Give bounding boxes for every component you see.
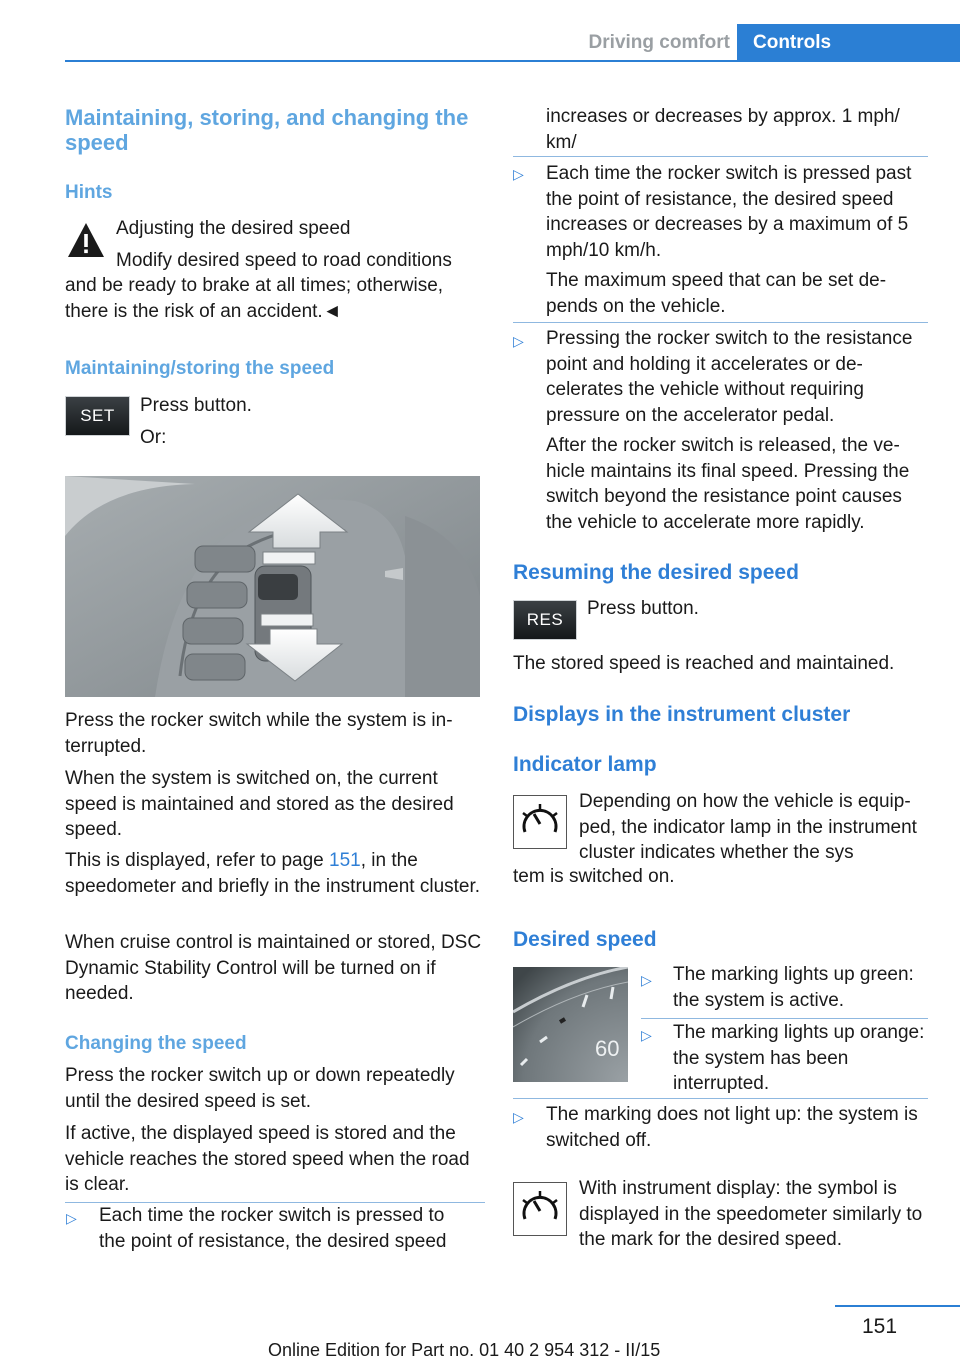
or-text: Or: (140, 427, 167, 448)
header-chapter-label: Controls (753, 32, 832, 53)
bullet-symbol: ▷ (513, 1109, 524, 1125)
bullet1-line1: Each time the rocker switch is pressed to (99, 1205, 445, 1226)
bullet-symbol: ▷ (66, 1210, 77, 1226)
speedometer-label: 60 (595, 1036, 620, 1061)
set-button-label: SET (80, 406, 115, 425)
resuming-heading: Resuming the desired speed (513, 561, 799, 584)
res-button-label: RES (526, 610, 564, 629)
stored-paragraph: The stored speed is reached and maintained. (513, 653, 895, 674)
off-bullet-text: The marking does not light up: the system is switched off. (546, 1104, 918, 1151)
speedometer-image (513, 967, 628, 1082)
warning-text-first: Modify desired speed to road conditions (116, 250, 452, 271)
bullet1-continuation: increases or decreases by approx. 1 mph/ km/ (546, 106, 900, 153)
res-button-icon (513, 600, 577, 640)
instrument-paragraph: With instrument display: the symbol is displayed in the speedometer similarly to the mark for the desired speed. (579, 1178, 923, 1250)
indicator-text-rest: tem is switched on. (513, 866, 675, 887)
desired-speed-heading: Desired speed (513, 928, 657, 951)
bullet-rule (513, 322, 928, 323)
warning-text-rest: and be ready to brake at all times; otherwise, there is the risk of an accident.◄ (65, 275, 444, 322)
switched-on-paragraph: When the system is switched on, the current speed is maintained and stored as the desired speed. (65, 768, 454, 840)
footer-rule (835, 1305, 960, 1307)
bullet-rule (513, 1098, 928, 1099)
warning-icon (66, 220, 106, 260)
page-number: 151 (862, 1315, 898, 1338)
bullet3-subtext: After the rocker switch is released, the vehicle maintains its final speed. Pressing the switch beyond the resistance point causes the vehicle to accelerate more rapidly. (546, 435, 910, 533)
bullet-symbol: ▷ (641, 1027, 652, 1043)
displayed-text-after: , in the speedometer and briefly in the instrument cluster. (65, 850, 481, 897)
header-section-label: Driving comfort (588, 32, 730, 53)
bullet-rule (641, 1018, 928, 1019)
bullet-symbol: ▷ (513, 166, 524, 182)
displays-heading: Displays in the instrument cluster (513, 703, 851, 726)
bullet-rule (513, 156, 928, 157)
indicator-heading: Indicator lamp (513, 753, 657, 776)
displayed-text-before: This is displayed, refer to page (65, 850, 330, 871)
displayed-paragraph (65, 848, 485, 899)
indicator-text: Depending on how the vehicle is equipped, the indicator lamp in the instrument cluster indicates whether the sys (579, 791, 917, 863)
set-button-icon (65, 396, 130, 436)
resuming-press-text: Press button. (587, 598, 699, 619)
header-chapter-tab (737, 24, 960, 61)
footer-edition: Online Edition for Part no. 01 40 2 954 312 - II/15 (268, 1340, 661, 1360)
dsc-paragraph: When cruise control is maintained or stored, DSC Dynamic Stability Control will be turned on if needed. (65, 932, 482, 1004)
bullet3-text: Pressing the rocker switch to the resistance point and holding it accelerates or decelerates the vehicle without requiring pressure on the accelerator pedal. (546, 328, 913, 426)
page-link[interactable]: 151 (329, 850, 361, 871)
cruise-control-indicator-icon (513, 795, 567, 849)
press-button-text: Press button. (140, 395, 252, 416)
orange-bullet-text: The marking lights up orange: the system has been interrupted. (673, 1022, 925, 1094)
changing-paragraph: Press the rocker switch up or down repeatedly until the desired speed is set. (65, 1065, 455, 1112)
bullet2-text: Each time the rocker switch is pressed past the point of resistance, the desired speed increases or decreases by a maximum of 5 mph/10 km/h. (546, 163, 912, 261)
warning-title: Adjusting the desired speed (116, 218, 351, 239)
green-bullet-text: The marking lights up green: the system is active. (673, 964, 914, 1011)
changing-heading: Changing the speed (65, 1033, 247, 1054)
active-paragraph: If active, the displayed speed is stored and the vehicle reaches the stored speed when the road is clear. (65, 1123, 470, 1195)
steering-wheel-rocker-photo (65, 476, 480, 697)
bullet2-subtext: The maximum speed that can be set depends on the vehicle. (546, 270, 887, 317)
section-title: Maintaining, storing, and changing the speed (65, 105, 469, 155)
bullet-symbol: ▷ (641, 972, 652, 988)
cruise-control-symbol-icon (513, 1182, 567, 1236)
rocker-paragraph: Press the rocker switch while the system is interrupted. (65, 710, 453, 757)
storing-heading: Maintaining/storing the speed (65, 358, 335, 379)
hints-heading: Hints (65, 182, 113, 203)
bullet1-line2: the point of resistance, the desired speed (99, 1231, 447, 1252)
bullet-symbol: ▷ (513, 333, 524, 349)
